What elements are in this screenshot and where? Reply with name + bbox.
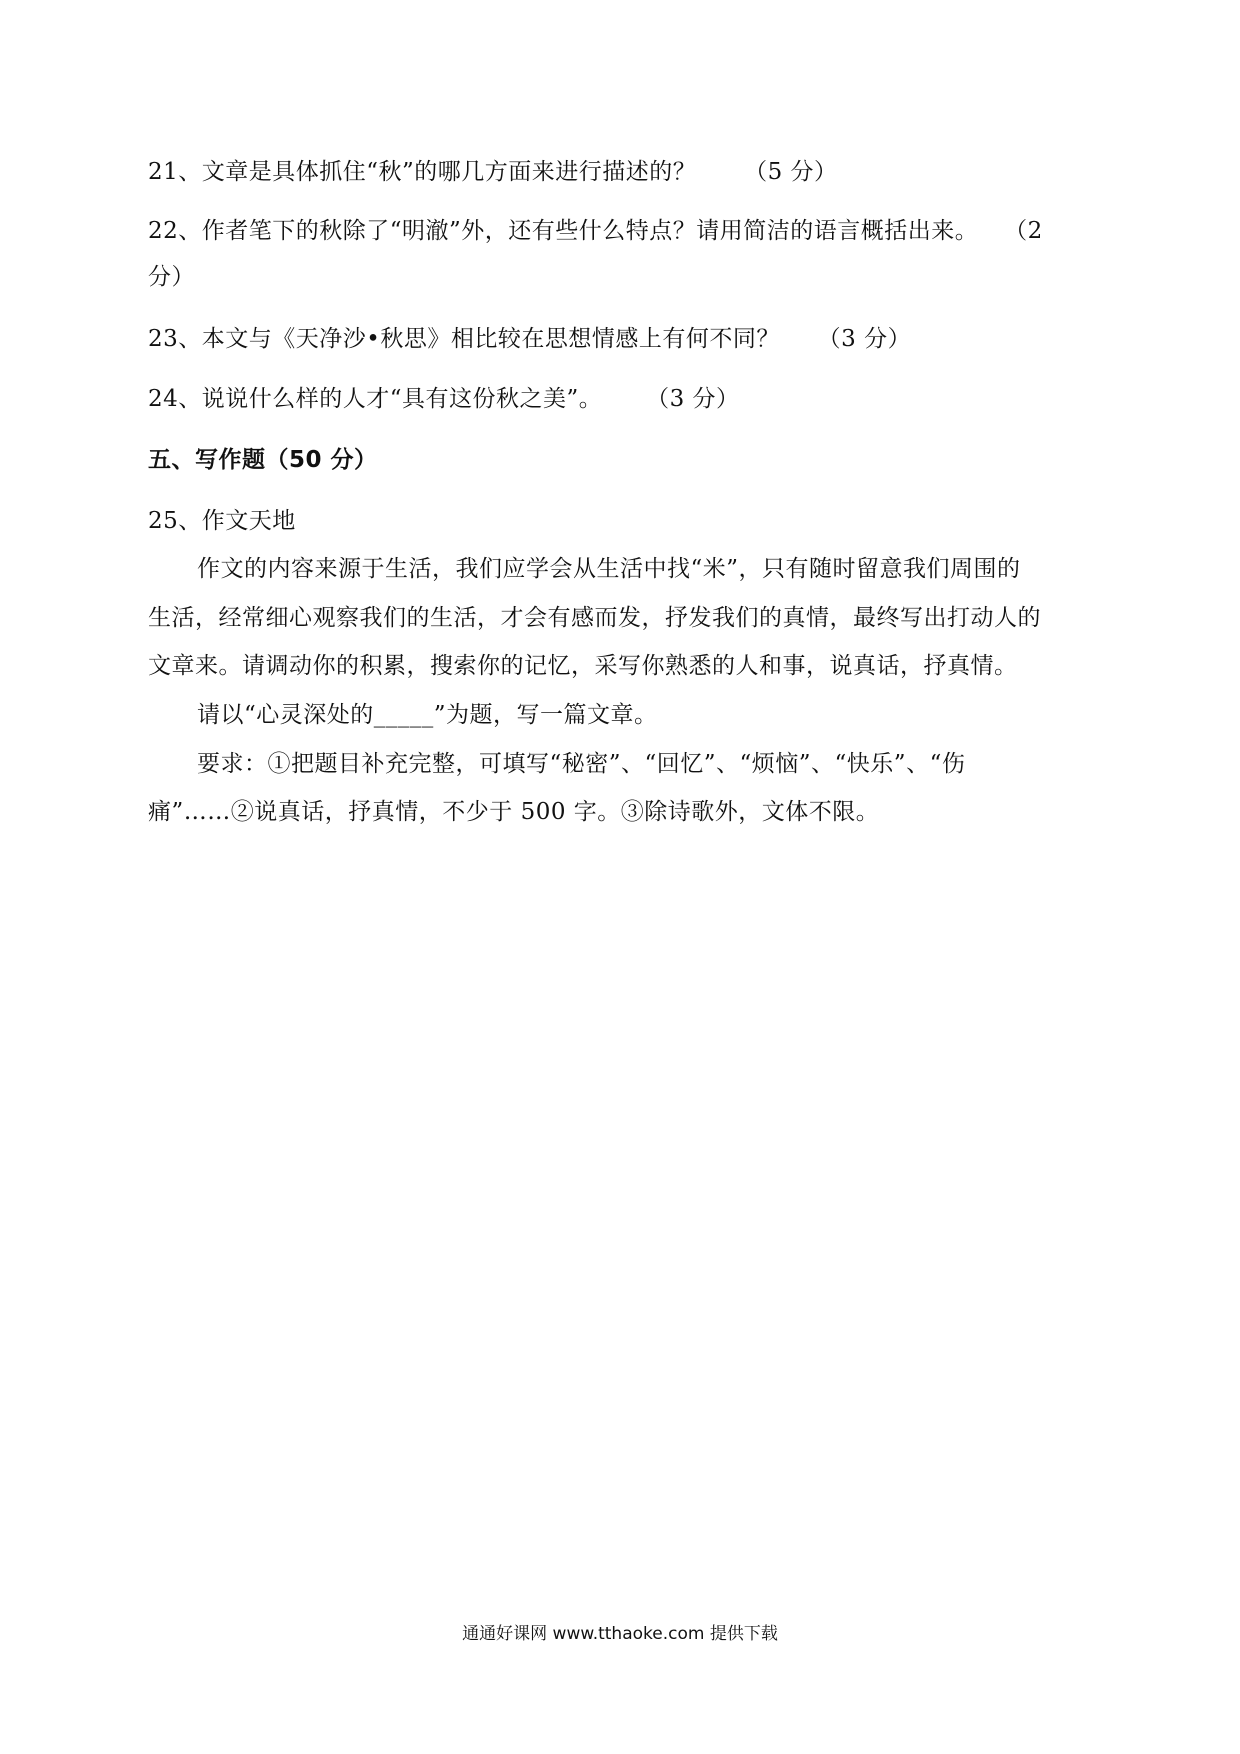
question-22-continuation (148, 262, 1098, 292)
question-23-text: 23、本文与《天净沙•秋思》相比较在思想情感上有何不同？ (148, 326, 780, 352)
question-21-score: （5 分） (744, 159, 838, 185)
page-footer: 通通好课网 www.tthaoke.com 提供下载 (462, 1624, 778, 1644)
question-25-label: 25、作文天地 (148, 508, 296, 534)
question-21-text: 21、文章是具体抓住“秋”的哪几方面来进行描述的？ (148, 159, 697, 185)
question-23 (148, 324, 1098, 354)
question-24 (148, 384, 1098, 414)
question-22-continuation-text: 分） (148, 264, 195, 290)
writing-prompt: 请以“心灵深处的_____”为题，写一篇文章。 (197, 702, 658, 728)
writing-requirements-line-1: 要求：①把题目补充完整，可填写“秘密”、“回忆”、“烦恼”、“快乐”、“伤 (197, 751, 966, 777)
question-22-score: （2 (1004, 218, 1043, 244)
question-21 (148, 157, 1098, 187)
writing-paragraph-line-2: 生活，经常细心观察我们的生活，才会有感而发，抒发我们的真情，最终写出打动人的 (148, 605, 1041, 631)
writing-requirements-line-2: 痛”……②说真话，抒真情，不少于 500 字。③除诗歌外，文体不限。 (148, 799, 880, 825)
question-22-text: 22、作者笔下的秋除了“明澈”外，还有些什么特点？请用简洁的语言概括出来。 (148, 218, 979, 244)
section-title-writing: 五、写作题（50 分） (148, 447, 378, 473)
question-23-score: （3 分） (817, 326, 912, 352)
question-22 (148, 216, 1098, 246)
writing-paragraph-line-3: 文章来。请调动你的积累，搜索你的记忆，采写你熟悉的人和事，说真话，抒真情。 (148, 653, 1018, 679)
question-24-text: 24、说说什么样的人才“具有这份秋之美”。 (148, 386, 603, 412)
writing-paragraph-line-1: 作文的内容来源于生活，我们应学会从生活中找“米”，只有随时留意我们周围的 (197, 556, 1021, 582)
question-24-score: （3 分） (646, 386, 740, 412)
